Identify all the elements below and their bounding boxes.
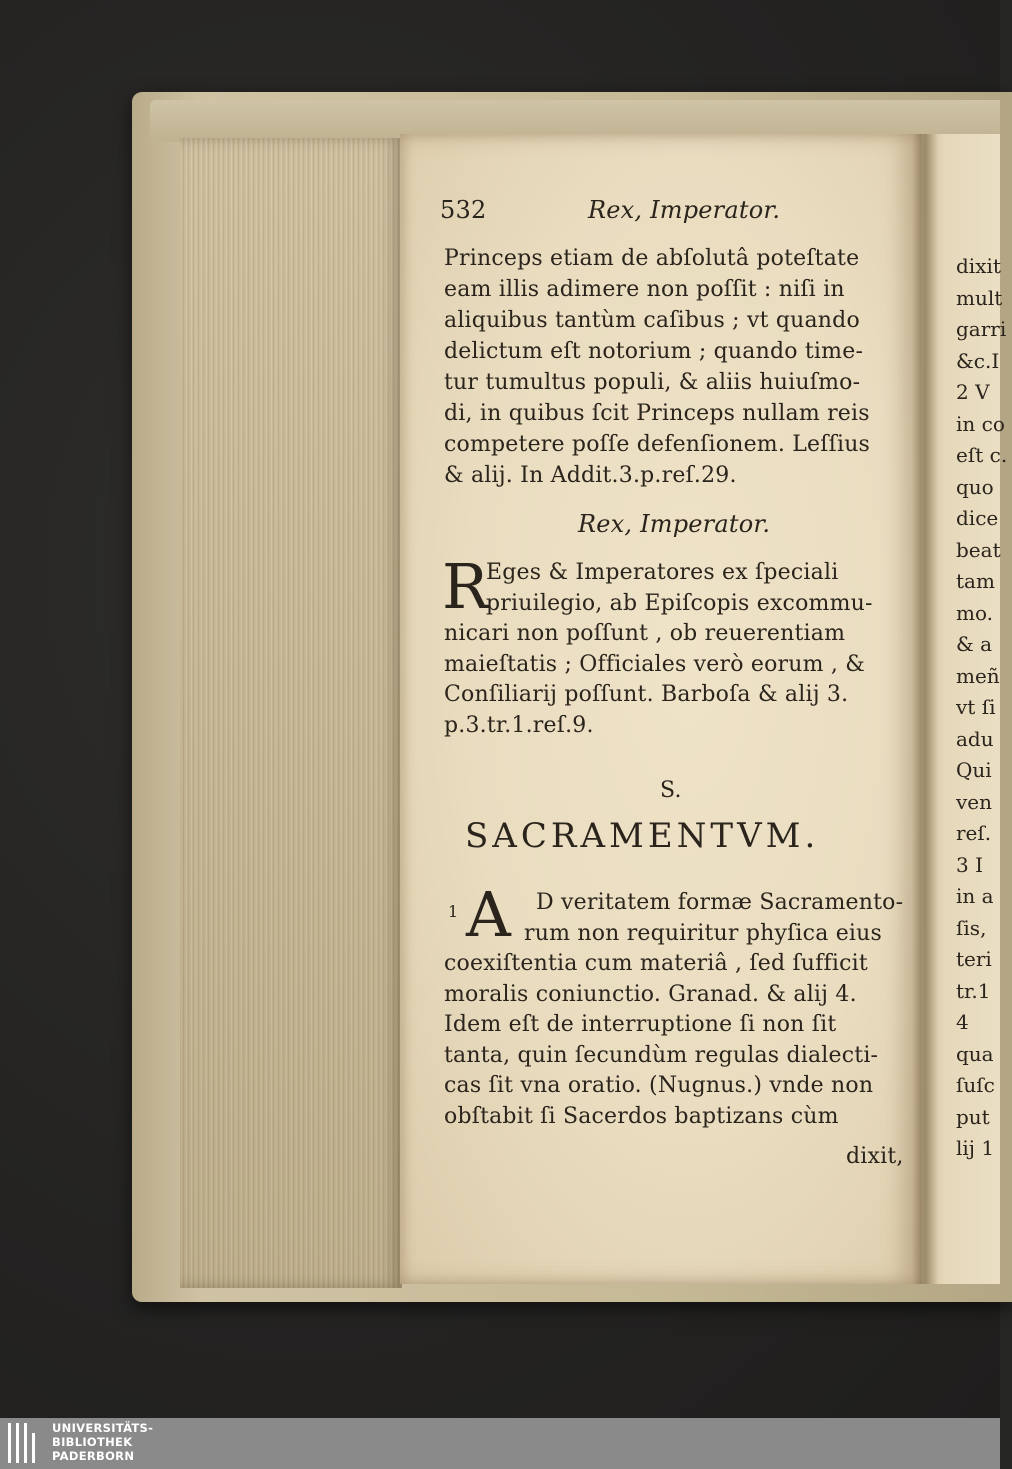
library-logo-icon <box>6 1423 46 1463</box>
right-page-fragment: tr.1 <box>956 978 991 1003</box>
text-line: eam illis adimere non poſſit : niſi in <box>444 277 845 302</box>
right-page-fragment: qua <box>956 1041 994 1066</box>
right-page-fragment: vt ſi <box>956 695 996 719</box>
library-name-line1: UNIVERSITÄTS- <box>52 1421 154 1435</box>
page-block-edge <box>180 138 402 1288</box>
item-number: 1 <box>448 902 459 921</box>
running-head <box>440 196 910 224</box>
right-page-fragment: 4 <box>956 1010 969 1034</box>
text-line: Princeps etiam de abſolutâ poteſtate <box>444 246 860 271</box>
text-line: coexiſtentia cum materiâ , ſed ſufficit <box>444 951 868 976</box>
text-line: di, in quibus ſcit Princeps nullam reis <box>444 401 870 426</box>
library-name-line2: BIBLIOTHEK <box>52 1435 133 1449</box>
right-page-fragment: garri <box>956 317 1007 341</box>
text-line: competere poſſe defenſionem. Leſſius <box>444 432 871 457</box>
right-page-fragment: eſt c. <box>956 443 1008 467</box>
right-page-fragment: adu <box>956 726 994 751</box>
library-name-line3: PADERBORN <box>52 1449 135 1463</box>
text-line: aliquibus tantùm caſibus ; vt quando <box>444 308 860 333</box>
right-page-fragment: Qui <box>956 758 992 782</box>
right-page-fragment: in co <box>956 411 1005 436</box>
drop-capital-a: A <box>466 878 511 951</box>
text-line: moralis coniunctio. Granad. & alij 4. <box>444 981 857 1007</box>
text-line: rum non requiritur phyſica eius <box>524 920 883 946</box>
text-line: obſtabit ſi Sacerdos baptizans cùm <box>444 1103 839 1129</box>
drop-capital-r: R <box>442 550 489 623</box>
right-page-fragment: in a <box>956 884 994 908</box>
right-page-fragment: lij 1 <box>956 1136 995 1160</box>
right-page-fragment: put <box>956 1104 990 1129</box>
text-line: delictum eſt notorium ; quando time- <box>444 339 864 364</box>
right-page-fragment: beat <box>956 537 1001 562</box>
right-page-fragment: mo. <box>956 600 994 625</box>
footer-bar <box>0 1418 1000 1469</box>
right-page-fragment: dixit <box>956 254 1001 278</box>
text-line: Idem eſt de interruptione ſi non ſit <box>444 1012 837 1037</box>
right-page-fragment: ven <box>956 789 993 814</box>
right-page-fragment: 2 V <box>956 380 990 404</box>
right-page-fragment: mult <box>956 285 1003 310</box>
text-line: tanta, quin ſecundùm regulas dialecti- <box>444 1042 879 1068</box>
text-line: cas ſit vna oratio. (Nugnus.) vnde non <box>444 1073 874 1098</box>
text-line: nicari non poſſunt , ob reuerentiam <box>444 621 846 646</box>
page-number: 532 <box>440 196 487 224</box>
gutter-shadow <box>912 134 938 1284</box>
text-line: maieſtatis ; Officiales verò eorum , & <box>444 651 866 677</box>
library-name <box>52 1421 153 1463</box>
right-page-fragment: &c.I <box>956 348 1000 373</box>
text-line: Conſiliarij poſſunt. Barboſa & alij 3. <box>444 682 849 707</box>
right-page-fragment: quo <box>956 474 994 499</box>
catchword: dixit, <box>846 1144 904 1169</box>
right-page-fragment: teri <box>956 947 992 971</box>
section-title: SACRAMENTVM. <box>465 816 820 856</box>
right-page-fragment: & a <box>956 632 993 656</box>
text-line: tur tumultus populi, & aliis huiuſmo- <box>444 370 861 395</box>
right-page-fragment: 3 I <box>956 852 983 877</box>
text-line: & alij. In Addit.3.p.reſ.29. <box>444 463 737 488</box>
right-page-fragment: ſuſc <box>956 1073 995 1097</box>
text-line: Eges & Imperatores ex ſpeciali <box>486 560 839 585</box>
text-line: p.3.tr.1.reſ.9. <box>444 712 594 738</box>
running-head-title: Rex, Imperator. <box>588 196 781 224</box>
subheading: Rex, Imperator. <box>578 510 771 538</box>
right-page-fragment: tam <box>956 569 995 593</box>
right-page-fragment: ſis, <box>956 915 987 940</box>
section-letter: S. <box>660 778 682 803</box>
text-line: D veritatem formæ Sacramento- <box>536 890 904 915</box>
right-page-fragment: reſ. <box>956 821 992 845</box>
text-line: priuilegio, ab Epiſcopis excommu- <box>486 590 873 616</box>
right-page-fragment: meñ <box>956 663 1000 688</box>
right-page-fragment: dice <box>956 506 999 530</box>
